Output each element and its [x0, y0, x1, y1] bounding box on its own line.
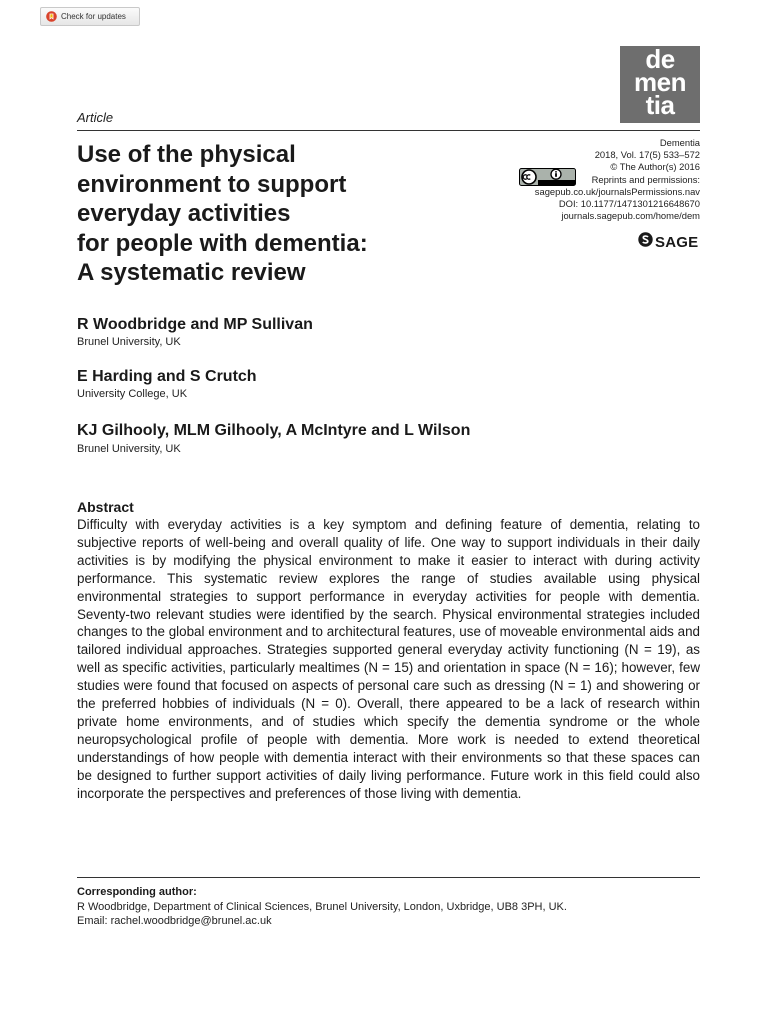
title-line: for people with dementia: [77, 229, 368, 257]
sage-s-icon [638, 232, 653, 252]
publisher-name: SAGE [655, 233, 699, 251]
journal-logo [620, 46, 700, 123]
journal-name: Dementia [659, 137, 700, 148]
creative-commons-icon [519, 168, 576, 186]
abstract-heading: Abstract [77, 499, 134, 515]
corresponding-author-heading: Corresponding author: [77, 886, 197, 898]
author-affiliation: Brunel University, UK [77, 443, 181, 455]
title-line: Use of the physical [77, 141, 296, 168]
paper-title [77, 140, 517, 288]
title-line: everyday activities [77, 200, 291, 227]
doi-link[interactable]: DOI: 10.1177/1471301216648670 [558, 198, 700, 210]
publisher-logo [638, 232, 698, 252]
author-affiliation: Brunel University, UK [77, 336, 181, 348]
check-for-updates-label: Check for updates [61, 12, 126, 21]
check-for-updates-button[interactable] [40, 7, 140, 26]
logo-line: men [634, 67, 686, 97]
reprints-label: Reprints and permissions: [591, 173, 700, 185]
corresponding-author-email[interactable]: Email: rachel.woodbridge@brunel.ac.uk [77, 915, 272, 927]
abstract-text: Difficulty with everyday activities is a key symptom and defining feature of dementia, relating to subjective reports of well-being and overall quality of life. One way to support individuals in their daily activities is by modifying the physical environment to make it easier to interact with during activity performance. This systematic review explores the range of studies available using physical environmental strategies to support performance in everyday activities for people with dementia. Seventy-two relevant studies were identified by the search. Physical environmental strategies included changes to the global environment and to architectural features, use of moveable environmental aids and tailored individual approaches. Strategies supported general everyday activity functioning (N = 19), as well as specific activities, particularly mealtimes (N = 15) and orientation in space (N = 16); however, few studies were found that focused on aspects of personal care such as dressing (N = 1) and showering or the preferred hobbies of individuals (N = 0). Overall, there appeared to be a lack of research within private home environments, and of studies which specify the dementia syndrome or the whole neuropsychological profile of people with dementia. More work is needed to extend theoretical understandings of how people with dementia interact with their environments so that these spaces can be designed to further support activities of daily living performance. Future work in this field could also incorporate the perspectives and preferences of those living with dementia. [77, 517, 700, 801]
logo-line: tia [645, 90, 675, 120]
bookmark-icon [46, 11, 57, 22]
header-divider [77, 130, 700, 131]
journal-homepage-link[interactable]: journals.sagepub.com/home/dem [561, 210, 700, 222]
logo-line: de [645, 44, 675, 74]
author-affiliation: University College, UK [77, 388, 188, 400]
corresponding-author-address: R Woodbridge, Department of Clinical Sciences, Brunel University, London, Uxbridge, UB8 3PH, UK. [77, 901, 567, 913]
volume-info: 2018, Vol. 17(5) 533–572 [594, 149, 700, 161]
copyright-notice: © The Author(s) 2016 [610, 161, 700, 173]
author-names: E Harding and S Crutch [77, 368, 257, 385]
footer-divider [77, 877, 700, 878]
author-names: R Woodbridge and MP Sullivan [77, 316, 313, 333]
permissions-link[interactable]: sagepub.co.uk/journalsPermissions.nav [534, 185, 700, 197]
article-type-label: Article [77, 110, 114, 125]
title-line: A systematic review [77, 259, 306, 286]
title-line: environment to support [77, 170, 347, 198]
author-names: KJ Gilhooly, MLM Gilhooly, A McIntyre and L Wilson [77, 422, 471, 439]
